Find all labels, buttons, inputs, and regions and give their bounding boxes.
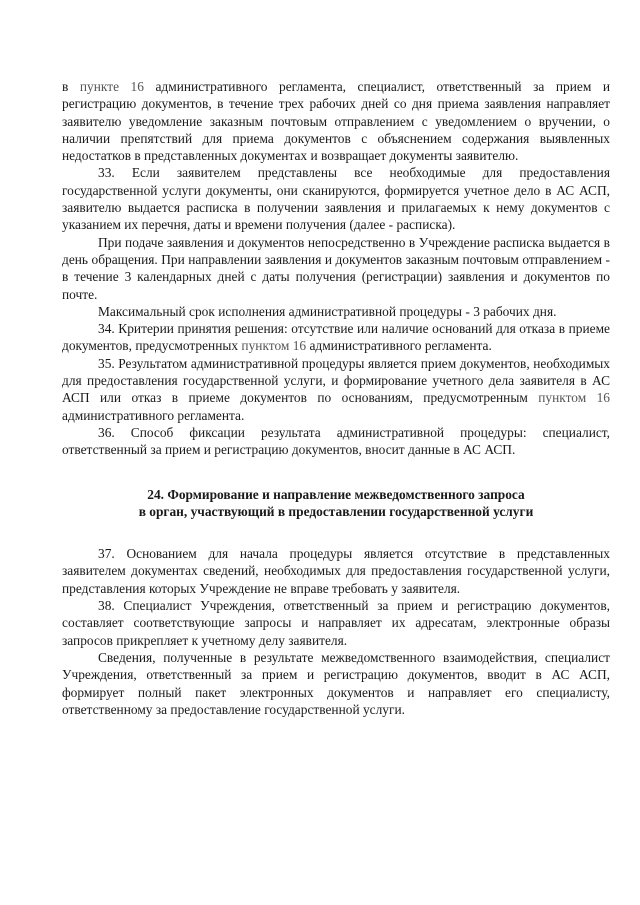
section-heading-line-1: 24. Формирование и направление межведомственного запроса xyxy=(147,486,525,502)
paragraph-p-38 xyxy=(62,597,610,649)
section-heading xyxy=(62,486,610,521)
paragraph-p-cont xyxy=(62,78,610,164)
paragraph-p-33c xyxy=(62,303,610,320)
regulation-reference: пункте 16 xyxy=(79,79,144,94)
paragraph-text: При подаче заявления и документов непосредственно в Учреждение расписка выдается в день обращения. При направлении заявления и документов заказным почтовым отправлением - в течение 3 календарных дней с даты получения (регистрации) заявления и документов по почте. xyxy=(62,234,610,302)
paragraph-text: административного регламента, специалист, ответственный за прием и регистрацию документов, в течение трех рабочих дней со дня приема заявления направляет заявителю уведомление заказным почтовым отправлением с уведомлением о вручении, о наличии препятствий для приема документов с объяснением содержания выявленных недостатков в представленных документах и возвращает документы заявителю. xyxy=(62,79,610,164)
document-page xyxy=(62,78,610,718)
paragraph-text: 38. Специалист Учреждения, ответственный за прием и регистрацию документов, составляет соответствующие запросы и направляет их адресатам, электронные образы запросов прикрепляет к учетному делу заявителя. xyxy=(62,598,610,648)
paragraph-p-36 xyxy=(62,424,610,459)
paragraph-text: 36. Способ фиксации результата административной процедуры: специалист, ответственный за прием и регистрацию документов, вносит данные в АС АСП. xyxy=(62,424,610,458)
paragraphs-bottom xyxy=(62,545,610,718)
paragraph-text: административного регламента. xyxy=(306,338,492,354)
regulation-reference: пунктом 16 xyxy=(241,338,307,354)
paragraph-text: Сведения, полученные в результате межведомственного взаимодействия, специалист Учреждения, ответственный за прием и регистрацию документов, вводит в АС АСП, формирует полный пакет электронных документов и направляет его специалисту, ответственному за предоставление государственной услуги. xyxy=(62,649,610,717)
paragraph-text: Максимальный срок исполнения административной процедуры - 3 рабочих дня. xyxy=(98,303,557,319)
paragraph-p-33 xyxy=(62,164,610,233)
paragraph-p-38b xyxy=(62,649,610,718)
regulation-reference: пунктом 16 xyxy=(538,390,610,406)
paragraph-text: 37. Основанием для начала процедуры является отсутствие в представленных заявителем документах сведений, необходимых для предоставления государственной услуги, представления которых Учреждение не вправе требовать у заявителя. xyxy=(62,546,610,596)
paragraphs-top xyxy=(62,78,610,459)
paragraph-p-34 xyxy=(62,320,610,355)
paragraph-text: административного регламента. xyxy=(62,407,245,423)
paragraph-text: в xyxy=(62,79,80,94)
paragraph-text: 33. Если заявителем представлены все необходимые для предоставления государственной услуги документы, они сканируются, формируется учетное дело в АС АСП, заявителю выдается расписка в получении заявления и прилагаемых к нему документов с указанием их перечня, даты и времени получения (далее - расписка). xyxy=(62,165,610,233)
paragraph-p-37 xyxy=(62,545,610,597)
paragraph-p-33b xyxy=(62,234,610,303)
paragraph-p-35 xyxy=(62,355,610,424)
section-heading-line-2: в орган, участвующий в предоставлении государственной услуги xyxy=(138,503,534,519)
paragraph-text: 35. Результатом административной процедуры является прием документов, необходимых для предоставления государственной услуги, и формирование учетного дела заявителя в АС АСП или отказ в приеме документов по основаниям, предусмотренным xyxy=(62,355,610,406)
paragraph-text: 34. Критерии принятия решения: отсутствие или наличие оснований для отказа в приеме документов, предусмотренных xyxy=(62,321,610,354)
